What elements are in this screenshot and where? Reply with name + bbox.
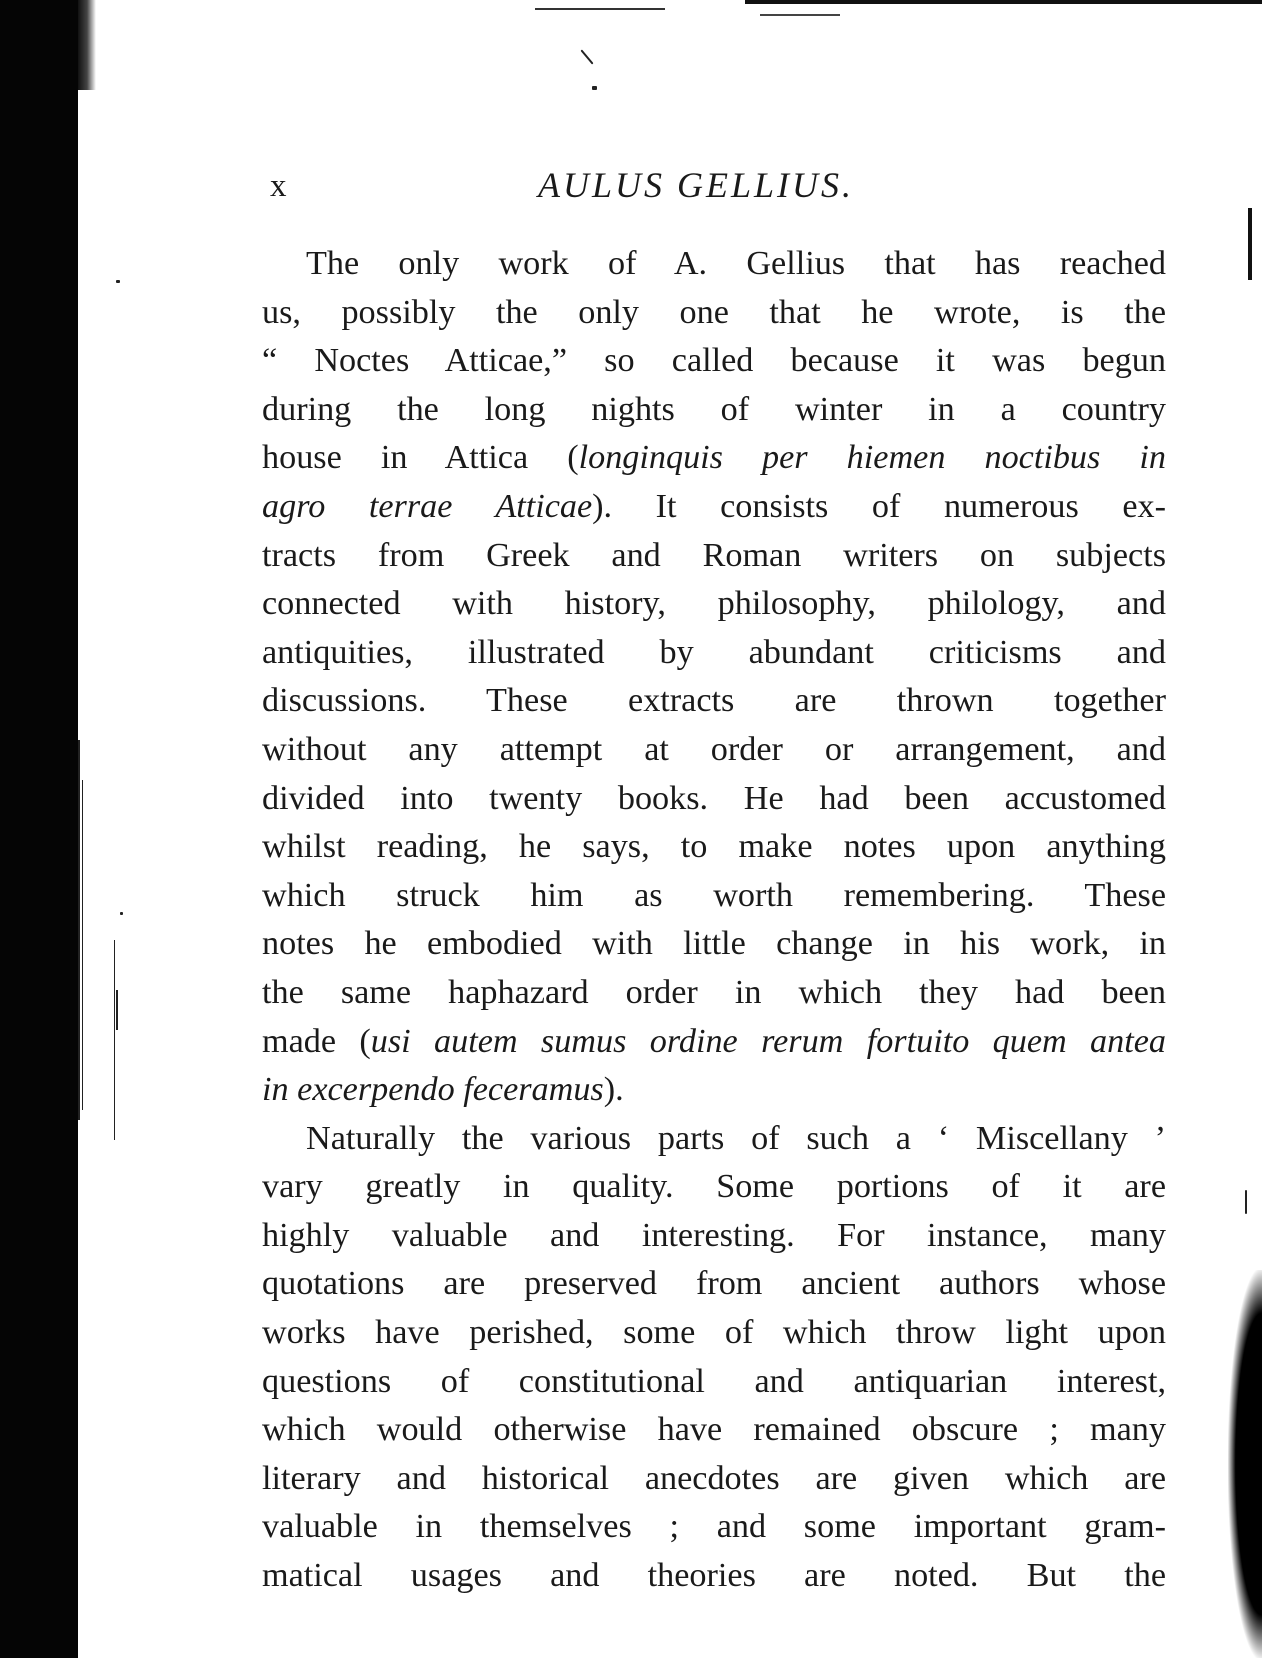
text-line	[262, 726, 1166, 775]
text-segment: ).	[603, 1071, 624, 1109]
text-segment: matical usages and theories are noted. But the	[262, 1557, 1166, 1595]
text-segment: highly valuable and interesting. For instance, many	[262, 1216, 1166, 1254]
text-segment: quotations are preserved from ancient authors whose	[262, 1265, 1166, 1303]
text-segment: notes he embodied with little change in his work, in	[262, 925, 1166, 963]
scan-speck	[580, 49, 593, 64]
text-line	[262, 1406, 1166, 1455]
text-line	[262, 1163, 1166, 1212]
text-line	[262, 386, 1166, 435]
text-line	[262, 1552, 1166, 1601]
text-segment: ). It consists of numerous ex-	[592, 487, 1166, 525]
text-line	[262, 1066, 1166, 1115]
text-line	[262, 775, 1166, 824]
text-segment: vary greatly in quality. Some portions of it are	[262, 1168, 1166, 1206]
text-line	[262, 483, 1166, 532]
scan-right-edge-shadow	[1228, 1270, 1262, 1658]
running-title: AULUS GELLIUS.	[538, 165, 855, 205]
text-line	[262, 677, 1166, 726]
scan-gutter-shadow	[0, 0, 78, 1658]
text-segment: Naturally the various parts of such a ‘ Miscellany ’	[306, 1119, 1166, 1157]
text-segment: connected with history, philosophy, philology, and	[262, 585, 1166, 623]
scan-speck	[120, 912, 123, 915]
text-segment: without any attempt at order or arrangement, and	[262, 730, 1166, 768]
text-line	[262, 1358, 1166, 1407]
text-segment: which would otherwise have remained obscure ; many	[262, 1411, 1166, 1449]
text-line	[262, 289, 1166, 338]
text-line	[262, 1212, 1166, 1261]
text-line	[262, 1260, 1166, 1309]
scan-margin-marks	[78, 740, 128, 1200]
text-segment: whilst reading, he says, to make notes upon anything	[262, 828, 1166, 866]
latin-quote: usi autem sumus ordine rerum fortuito quem antea	[370, 1022, 1166, 1060]
paragraph	[262, 240, 1166, 1115]
text-segment: works have perished, some of which throw light upon	[262, 1314, 1166, 1352]
text-line	[262, 823, 1166, 872]
scan-top-edge	[745, 0, 1262, 4]
text-segment: us, possibly the only one that he wrote, is the	[262, 293, 1166, 331]
text-line	[262, 1503, 1166, 1552]
text-line	[262, 1018, 1166, 1067]
text-segment: the same haphazard order in which they had been	[262, 973, 1166, 1011]
text-segment: literary and historical anecdotes are given which are	[262, 1459, 1166, 1497]
scan-gutter-edge	[78, 0, 96, 90]
page-number: x	[270, 168, 288, 204]
text-line	[262, 969, 1166, 1018]
scan-speck	[1245, 1190, 1247, 1214]
latin-quote: in excerpendo feceramus	[262, 1071, 604, 1109]
text-line	[262, 434, 1166, 483]
text-line	[262, 872, 1166, 921]
running-header	[266, 165, 1166, 212]
text-segment: made (	[262, 1022, 371, 1060]
text-segment: divided into twenty books. He had been accustomed	[262, 779, 1166, 817]
body-text	[262, 240, 1166, 1601]
latin-quote: agro terrae Atticae	[262, 487, 593, 525]
text-line	[262, 580, 1166, 629]
text-segment: discussions. These extracts are thrown together	[262, 682, 1166, 720]
text-line	[262, 1309, 1166, 1358]
text-line	[262, 629, 1166, 678]
scan-right-mark	[1248, 208, 1252, 280]
scan-speck	[592, 86, 597, 90]
latin-quote: longinquis per hiemen noctibus in	[578, 439, 1166, 477]
text-segment: which struck him as worth remembering. These	[262, 876, 1166, 914]
text-line	[262, 337, 1166, 386]
text-line	[262, 920, 1166, 969]
text-segment: antiquities, illustrated by abundant criticisms and	[262, 633, 1166, 671]
text-line	[262, 532, 1166, 581]
text-segment: The only work of A. Gellius that has reached	[306, 245, 1166, 282]
scan-speck	[116, 280, 120, 283]
text-segment: “ Noctes Atticae,” so called because it was begun	[262, 342, 1166, 380]
text-segment: during the long nights of winter in a country	[262, 390, 1166, 428]
text-line	[262, 1455, 1166, 1504]
text-line	[262, 1115, 1166, 1164]
paragraph	[262, 1115, 1166, 1601]
text-segment: house in Attica (	[262, 439, 579, 477]
text-segment: questions of constitutional and antiquarian interest,	[262, 1362, 1166, 1400]
scan-top-mark	[535, 8, 665, 10]
scan-top-mark-2	[760, 14, 840, 16]
text-segment: tracts from Greek and Roman writers on subjects	[262, 536, 1166, 574]
text-segment: valuable in themselves ; and some important gram-	[262, 1508, 1166, 1546]
text-line	[262, 240, 1166, 289]
